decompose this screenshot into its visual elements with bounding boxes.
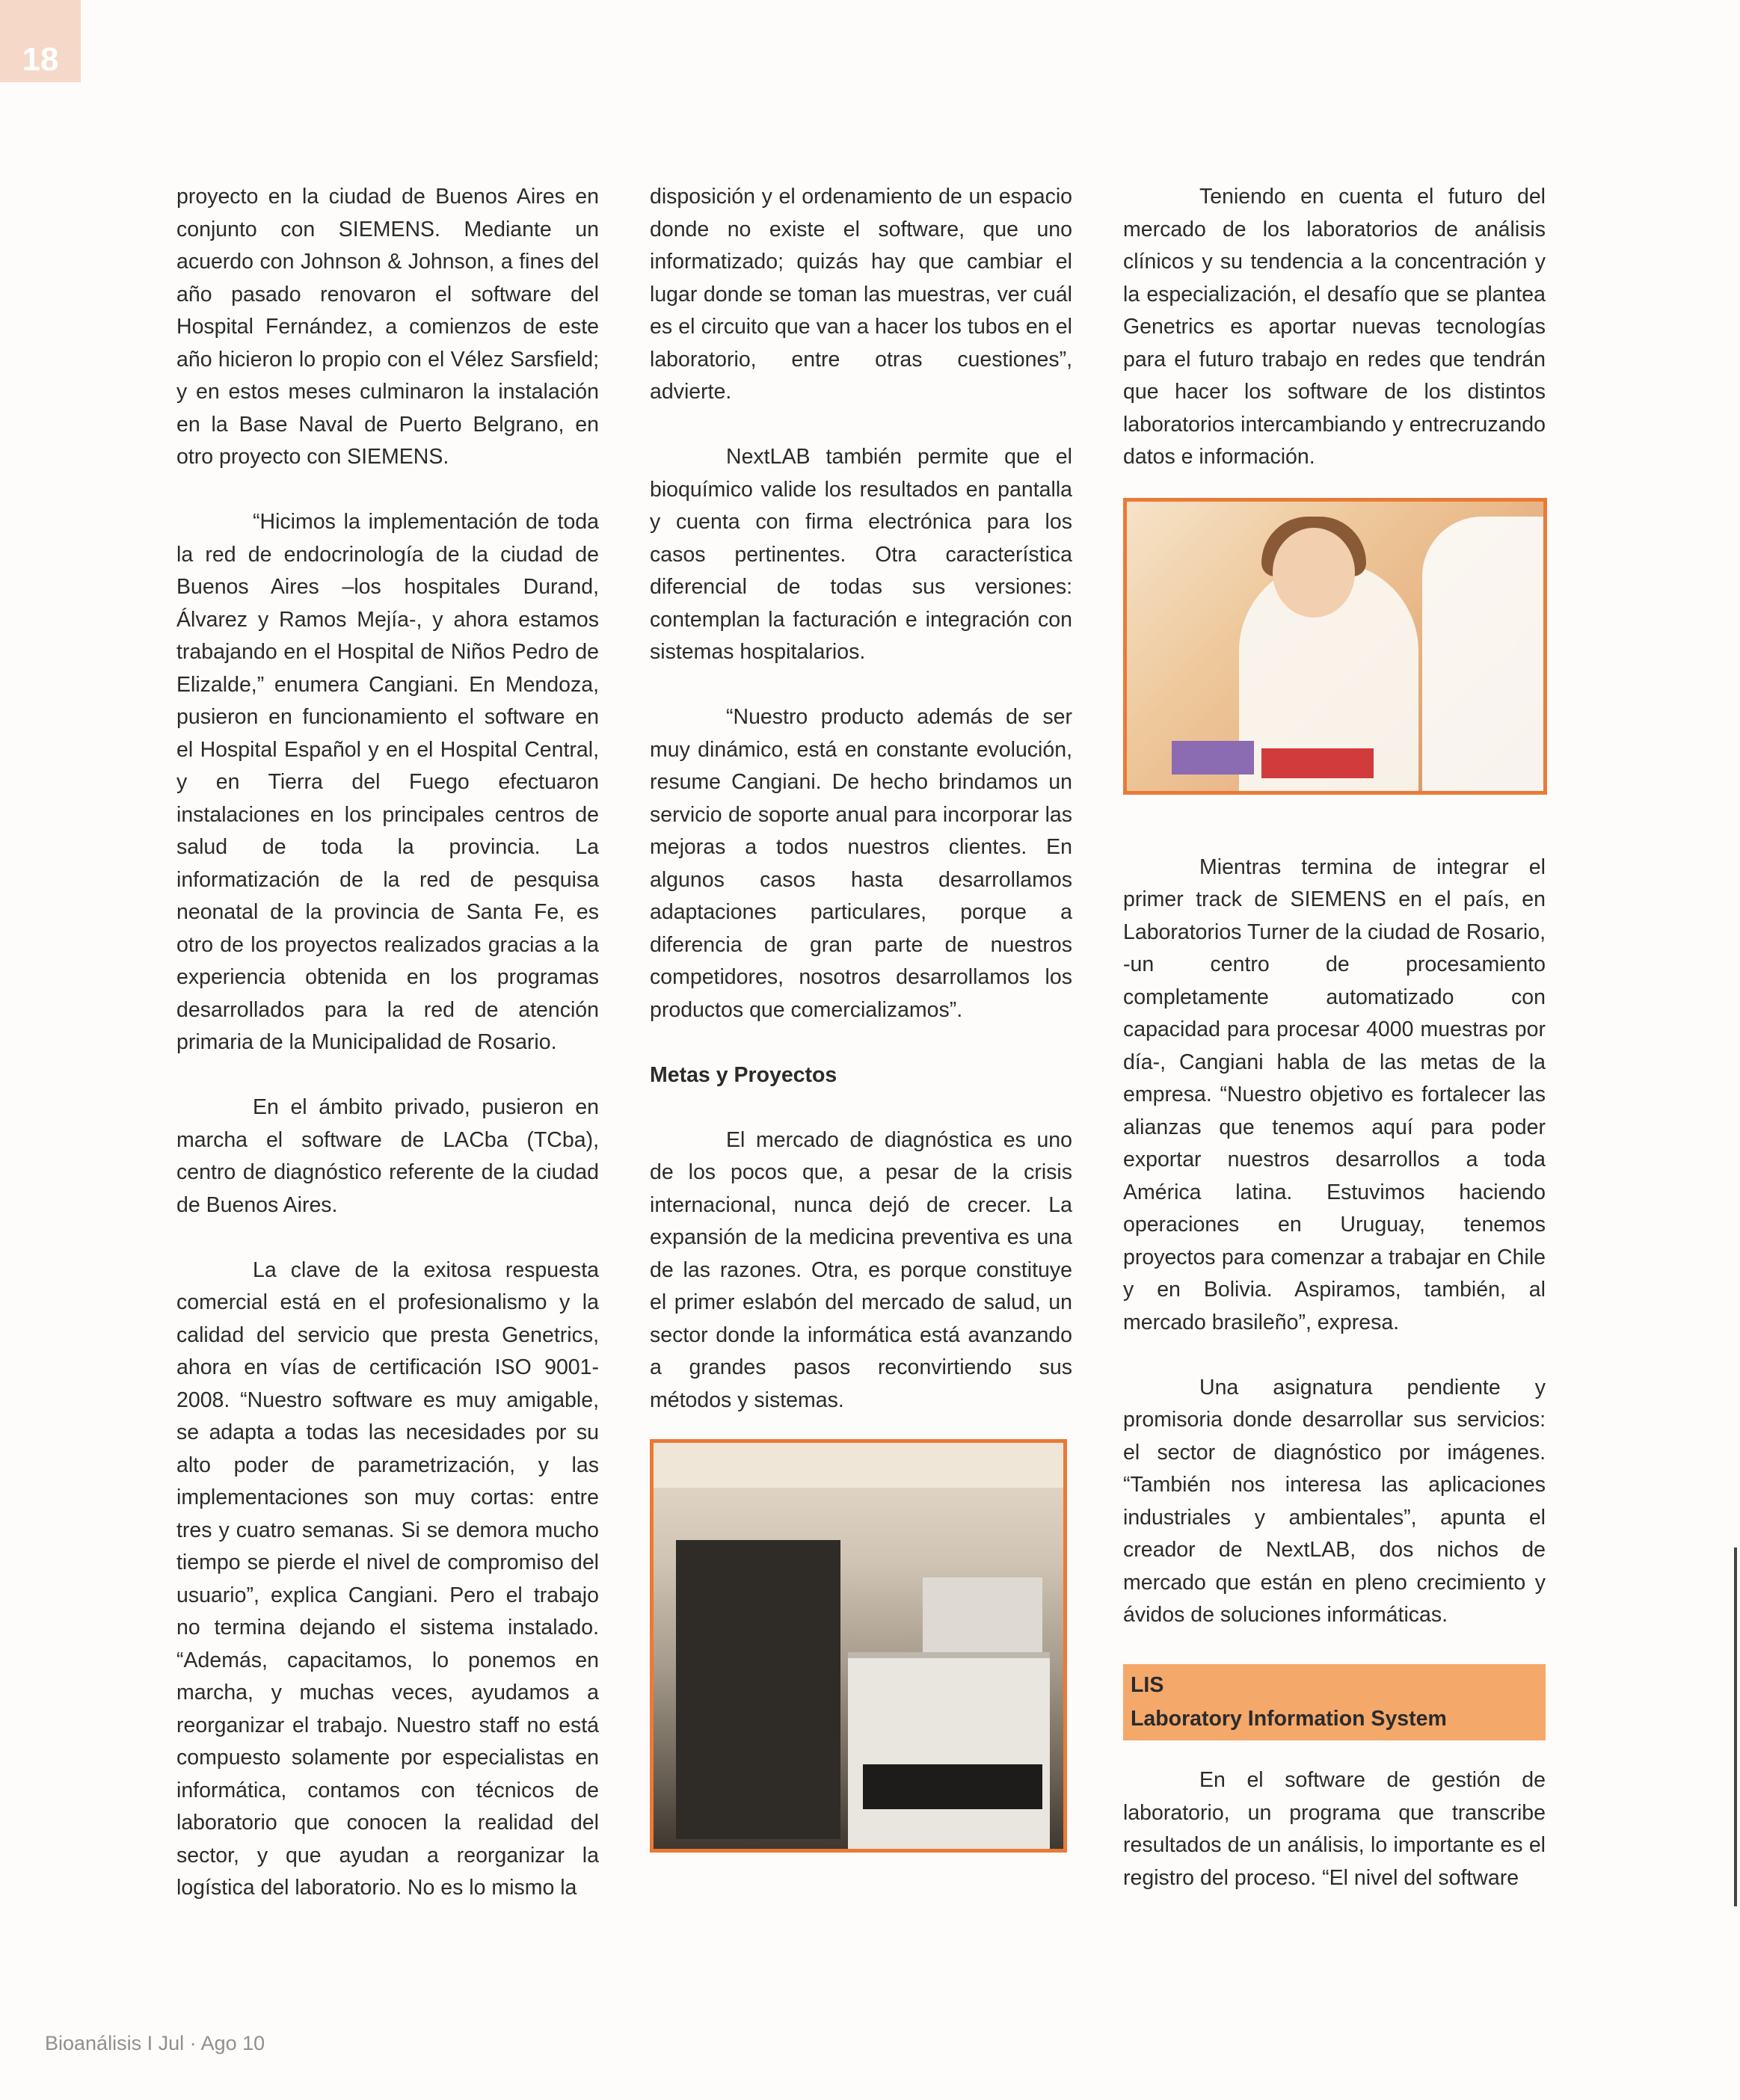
paragraph: “Nuestro producto además de ser muy dinámico, está en constante evolución, resume Cangiani. De hecho brindamos un servicio de soporte anual para incorporar las mejoras a todos nuestros clientes. En algunos casos hasta desarrollamos adaptaciones particulares, porque a diferencia de gran parte de nuestros competidores, nosotros desarrollamos los productos que comercializamos”.: [650, 705, 1072, 1022]
paragraph: Una asignatura pendiente y promisoria donde desarrollar sus servicios: el sector de diagnóstico por imágenes. “También nos interesa las aplicaciones industriales y ambientales”, apunta el creador de NextLAB, dos nichos de mercado que están en pleno crecimiento y ávidos de soluciones informáticas.: [1123, 1375, 1546, 1627]
paragraph: Mientras termina de integrar el primer track de SIEMENS en el país, en Laboratorios Turner de la ciudad de Rosario, -un centro de procesamiento completamente automatizado con capacidad para procesar 4000 muestras por día-, Cangiani habla de las metas de la empresa. “Nuestro objetivo es fortalecer las alianzas que tenemos aquí para poder exportar nuestros desarrollos a toda América latina. Estuvimos haciendo operaciones en Uruguay, tenemos proyectos para comenzar a trabajar en Chile y en Bolivia. Aspiramos, también, al mercado brasileño”, expresa.: [1123, 855, 1546, 1334]
paragraph: En el ámbito privado, pusieron en marcha el software de LACba (TCba), centro de diagnóstico referente de la ciudad de Buenos Aires.: [176, 1095, 599, 1217]
paragraph: NextLAB también permite que el bioquímico valide los resultados en pantalla y cuenta con firma electrónica para los casos pertinentes. Otra característica diferencial de todas sus versiones: contemplan la facturación e integración con sistemas hospitalarios.: [650, 445, 1072, 664]
column-2: [650, 181, 1072, 1853]
paragraph: Teniendo en cuenta el futuro del mercado de los laboratorios de análisis clínicos y su tendencia a la concentración y la especialización, el desafío que se plantea Genetrics es aportar nuevas tecnologías para el futuro trabajo en redes que tendrán que hacer los software de los distintos laboratorios intercambiando y entrecruzando datos e información.: [1123, 185, 1546, 469]
lab-machine-photo: [650, 1439, 1067, 1853]
paragraph: La clave de la exitosa respuesta comercial está en el profesionalismo y la calidad del servicio que presta Genetrics, ahora en vías de certificación ISO 9001-2008. “Nuestro software es muy amigable, se adapta a todas las necesidades por su alto poder de parametrización, y las implementaciones son muy cortas: entre tres y cuatro semanas. Si se demora mucho tiempo se pierde el nivel de compromiso del usuario”, explica Cangiani. Pero el trabajo no termina dejando el sistema instalado. “Además, capacitamos, lo ponemos en marcha, y muchas veces, ayudamos a reorganizar el trabajo. Nuestro staff no está compuesto solamente por especialistas en informática, contamos con técnicos de laboratorio que conocen la realidad del sector, y que ayudan a reorganizar la logística del laboratorio. No es lo mismo la: [176, 1257, 599, 1900]
lab-technician-photo: [1123, 498, 1547, 795]
page-number: 18: [0, 0, 81, 82]
paragraph: disposición y el ordenamiento de un espacio donde no existe el software, que uno informatizado; quizás hay que cambiar el lugar donde se toman las muestras, ver cuál es el circuito que van a hacer los tubos en el laboratorio, entre otras cuestiones”, advierte.: [650, 185, 1072, 404]
footer: Bioanálisis I Jul · Ago 10: [45, 2032, 265, 2054]
lis-box-title: LIS: [1131, 1673, 1164, 1697]
lis-box: [1123, 1664, 1546, 1740]
paragraph: “Hicimos la implementación de toda la red de endocrinología de la ciudad de Buenos Aires –los hospitales Durand, Álvarez y Ramos Mejía-, y ahora estamos trabajando en el Hospital de Niños Pedro de Elizalde,” enumera Cangiani. En Mendoza, pusieron en funcionamiento el software en el Hospital Español y en el Hospital Central, y en Tierra del Fuego efectuaron instalaciones en los principales centros de salud de toda la provincia. La informatización de la red de pesquisa neonatal de la provincia de Santa Fe, es otro de los proyectos realizados gracias a la experiencia obtenida en los programas desarrollados para la red de atención primaria de la Municipalidad de Rosario.: [176, 510, 599, 1054]
section-heading: Metas y Proyectos: [650, 1062, 837, 1087]
page-edge-line: [1734, 1548, 1737, 1906]
column-3: [1123, 181, 1546, 1927]
paragraph: El mercado de diagnóstica es uno de los pocos que, a pesar de la crisis internacional, nunca dejó de crecer. La expansión de la medicina preventiva es una de las razones. Otra, es porque constituye el primer eslabón del mercado de salud, un sector donde la informática está avanzando a grandes pasos reconvirtiendo sus métodos y sistemas.: [650, 1127, 1072, 1412]
paragraph: proyecto en la ciudad de Buenos Aires en conjunto con SIEMENS. Mediante un acuerdo con Johnson & Johnson, a fines del año pasado renovaron el software del Hospital Fernández, a comienzos de este año hicieron lo propio con el Vélez Sarsfield; y en estos meses culminaron la instalación en la Base Naval de Puerto Belgrano, en otro proyecto con SIEMENS.: [176, 185, 599, 469]
paragraph: En el software de gestión de laboratorio, un programa que transcribe resultados de un análisis, lo importante es el registro del proceso. “El nivel del software: [1123, 1768, 1546, 1890]
lis-box-subtitle: Laboratory Information System: [1131, 1707, 1447, 1731]
column-1: [176, 181, 599, 1937]
